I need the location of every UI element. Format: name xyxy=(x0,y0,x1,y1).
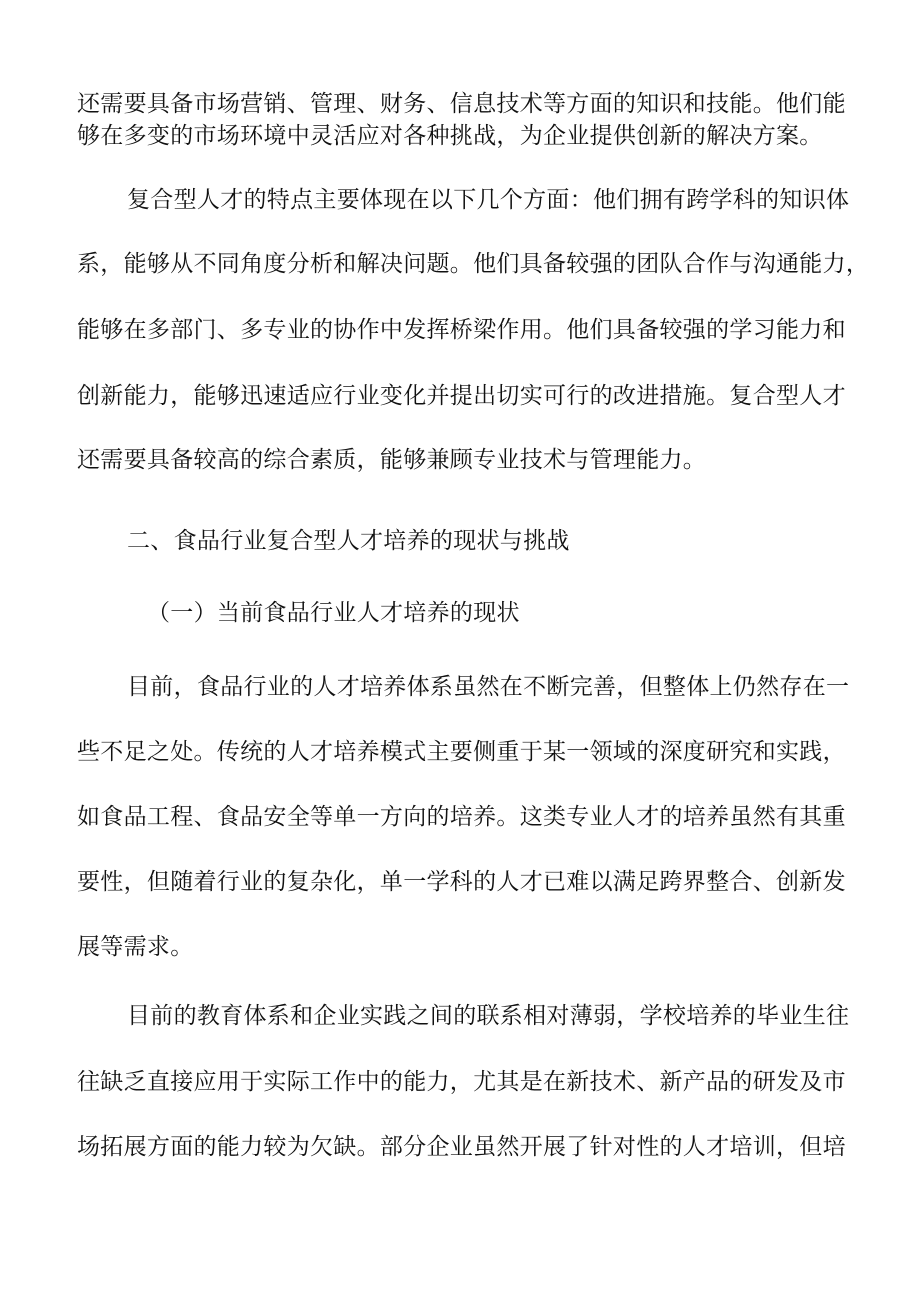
paragraph-2-line-5: 还需要具备较高的综合素质，能够兼顾专业技术与管理能力。 xyxy=(77,447,707,473)
paragraph-4-line-2: 往缺乏直接应用于实际工作中的能力，尤其是在新技术、新产品的研发及市 xyxy=(77,1069,846,1095)
paragraph-3-line-1: 目前，食品行业的人才培养体系虽然在不断完善，但整体上仍然存在一 xyxy=(127,674,850,700)
paragraph-2-line-4: 创新能力，能够迅速适应行业变化并提出切实可行的改进措施。复合型人才 xyxy=(77,383,846,409)
paragraph-3-line-2: 些不足之处。传统的人才培养模式主要侧重于某一领域的深度研究和实践， xyxy=(77,739,846,765)
subsection-heading: （一）当前食品行业人才培养的现状 xyxy=(147,600,520,626)
paragraph-1-line-1: 还需要具备市场营销、管理、财务、信息技术等方面的知识和技能。他们能 xyxy=(77,91,846,117)
paragraph-3-line-4: 要性，但随着行业的复杂化，单一学科的人才已难以满足跨界整合、创新发 xyxy=(77,869,846,895)
paragraph-4-line-1: 目前的教育体系和企业实践之间的联系相对薄弱，学校培养的毕业生往 xyxy=(127,1003,850,1029)
paragraph-3-line-3: 如食品工程、食品安全等单一方向的培养。这类专业人才的培养虽然有其重 xyxy=(77,804,846,830)
section-heading: 二、食品行业复合型人才培养的现状与挑战 xyxy=(127,528,570,554)
paragraph-3-line-5: 展等需求。 xyxy=(77,934,194,960)
paragraph-1-line-2: 够在多变的市场环境中灵活应对各种挑战，为企业提供创新的解决方案。 xyxy=(77,123,823,149)
paragraph-2-line-1: 复合型人才的特点主要体现在以下几个方面：他们拥有跨学科的知识体 xyxy=(127,187,850,213)
paragraph-2-line-2: 系，能够从不同角度分析和解决问题。他们具备较强的团队合作与沟通能力， xyxy=(77,251,870,277)
paragraph-4-line-3: 场拓展方面的能力较为欠缺。部分企业虽然开展了针对性的人才培训，但培 xyxy=(77,1134,846,1160)
paragraph-2-line-3: 能够在多部门、多专业的协作中发挥桥梁作用。他们具备较强的学习能力和 xyxy=(77,317,846,343)
